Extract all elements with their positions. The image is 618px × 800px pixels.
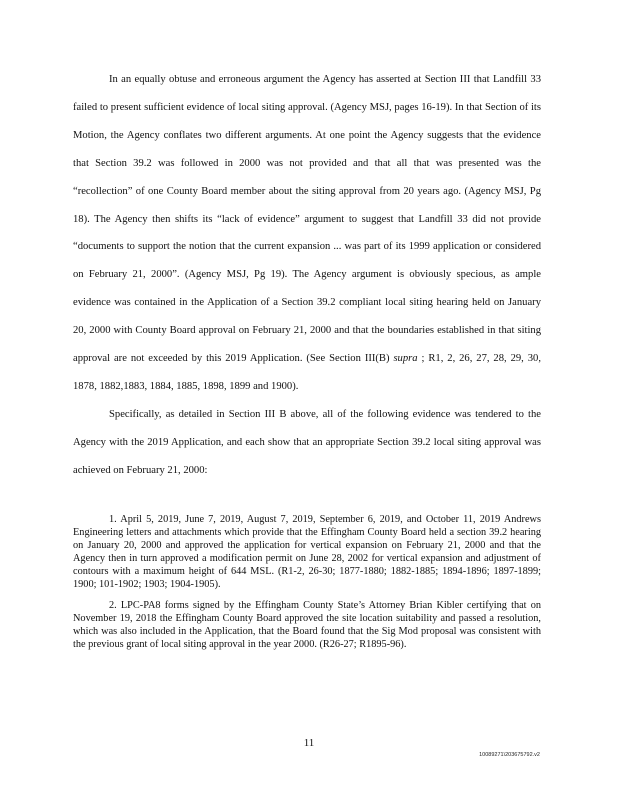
document-id: 10089271\203675792.v2 [479, 752, 540, 758]
paragraph-argument-citations: ; R1, 2, 26, 27, 28, 29, 30, 1878, 1882,1883, 1884, 1885, 1898, 1899 and 1900). [73, 353, 541, 392]
evidence-item-2: 2. LPC-PA8 forms signed by the Effingham County State’s Attorney Brian Kibler certifying that on November 19, 2018 the Effingham County Board approved the site location suitability and passed a resolution, which was also included in the Application, that the Board found that the Sig Mod proposal was consistent with the previous grant of local siting approval in the year 2000. (R26-27; R1895-96). [73, 600, 541, 651]
supra-citation: supra [393, 353, 418, 365]
paragraph-argument-text: In an equally obtuse and erroneous argument the Agency has asserted at Section III that Landfill 33 failed to present sufficient evidence of local siting approval. (Agency MSJ, pages 16-19). In that Section of its Motion, the Agency conflates two different arguments. At one point the Agency suggests that the evidence that Section 39.2 was followed in 2000 was not provided and that all that was presented was the “recollection” of one County Board member about the siting approval from 20 years ago. (Agency MSJ, Pg 18). The Agency then shifts its “lack of evidence” argument to suggest that Landfill 33 did not provide “documents to support the notion that the current expansion ... was part of its 1999 application or considered on February 21, 2000”. (Agency MSJ, Pg 19). The Agency argument is obviously specious, as ample evidence was contained in the Application of a Section 39.2 compliant local siting hearing held on January 20, 2000 with County Board approval on February 21, 2000 and that the boundaries established in that siting approval are not exceeded by this 2019 Application. (See Section III(B) [73, 74, 541, 365]
evidence-list [73, 514, 541, 661]
body-text [73, 66, 541, 485]
paragraph-specifically: Specifically, as detailed in Section III B above, all of the following evidence was tendered to the Agency with the 2019 Application, and each show that an appropriate Section 39.2 local siting approval was achieved on February 21, 2000: [73, 408, 541, 476]
page-number: 11 [303, 737, 315, 749]
evidence-item-1: 1. April 5, 2019, June 7, 2019, August 7, 2019, September 6, 2019, and October 11, 2019 Andrews Engineering letters and attachments which provide that the Effingham County Board held a section 39.2 hearing on January 20, 2000 and approved the application for vertical expansion on February 21, 2000 and that the Agency then in turn approved a modification permit on June 28, 2002 for vertical expansion and adjustment of contours with a maximum height of 644 MSL. (R1-2, 26-30; 1877-1880; 1882-1885; 1894-1896; 1897-1899; 1900; 101-1902; 1903; 1904-1905). [73, 514, 541, 590]
paragraph-argument [73, 66, 541, 401]
